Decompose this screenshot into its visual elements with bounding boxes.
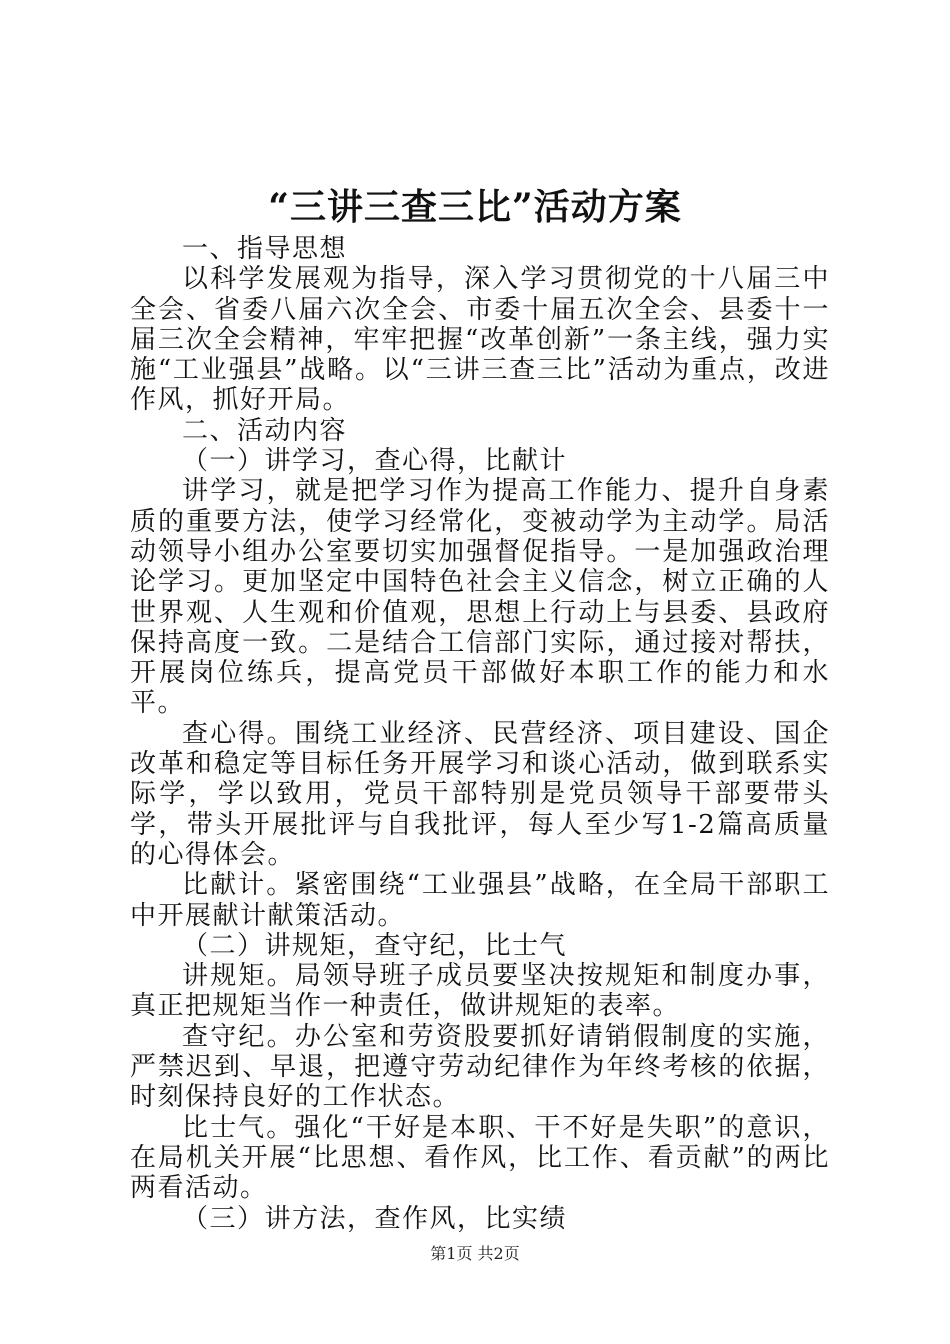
paragraph-rules: 讲规矩。局领导班子成员要坚决按规矩和制度办事，真正把规矩当作一种责任，做讲规矩的表率。 <box>130 961 830 1022</box>
paragraph-morale: 比士气。强化“干好是本职、干不好是失职”的意识，在局机关开展“比思想、看作风，比工作、看贡献”的两比两看活动。 <box>130 1112 830 1204</box>
paragraph-contribute-ideas: 比献计。紧密围绕“工业强县”战略，在全局干部职工中开展献计献策活动。 <box>130 870 830 931</box>
paragraph-check-experience: 查心得。围绕工业经济、民营经济、项目建设、国企改革和稳定等目标任务开展学习和谈心活动，做到联系实际学，学以致用，党员干部特别是党员领导干部要带头学，带头开展批评与自我批评，每人至少写1-2篇高质量的心得体会。 <box>130 718 830 870</box>
subsection-heading-3: （三）讲方法，查作风，比实绩 <box>182 1203 568 1234</box>
document-body <box>130 234 830 1234</box>
section-heading-activity-content: 二、活动内容 <box>182 415 348 446</box>
paragraph-guiding-thought: 以科学发展观为指导，深入学习贯彻党的十八届三中全会、省委八届六次全会、市委十届五次全会、县委十一届三次全会精神，牢牢把握“改革创新”一条主线，强力实施“工业强县”战略。以“三讲三查三比”活动为重点，改进作风，抓好开局。 <box>130 264 830 416</box>
subsection-heading-2: （二）讲规矩，查守纪，比士气 <box>182 930 568 961</box>
page-number-footer: 第1页 共2页 <box>430 1244 520 1263</box>
paragraph-discipline: 查守纪。办公室和劳资股要抓好请销假制度的实施，严禁迟到、早退，把遵守劳动纪律作为年终考核的依据，时刻保持良好的工作状态。 <box>130 1021 830 1113</box>
paragraph-study: 讲学习，就是把学习作为提高工作能力、提升自身素质的重要方法，使学习经常化，变被动学为主动学。局活动领导小组办公室要切实加强督促指导。一是加强政治理论学习。更加坚定中国特色社会主义信念，树立正确的人世界观、人生观和价值观，思想上行动上与县委、县政府保持高度一致。二是结合工信部门实际，通过接对帮扶，开展岗位练兵，提高党员干部做好本职工作的能力和水平。 <box>130 476 830 719</box>
document-title: “三讲三查三比”活动方案 <box>268 186 682 228</box>
subsection-heading-1: （一）讲学习，查心得，比献计 <box>182 446 568 477</box>
section-heading-guiding-thought: 一、指导思想 <box>182 234 348 264</box>
